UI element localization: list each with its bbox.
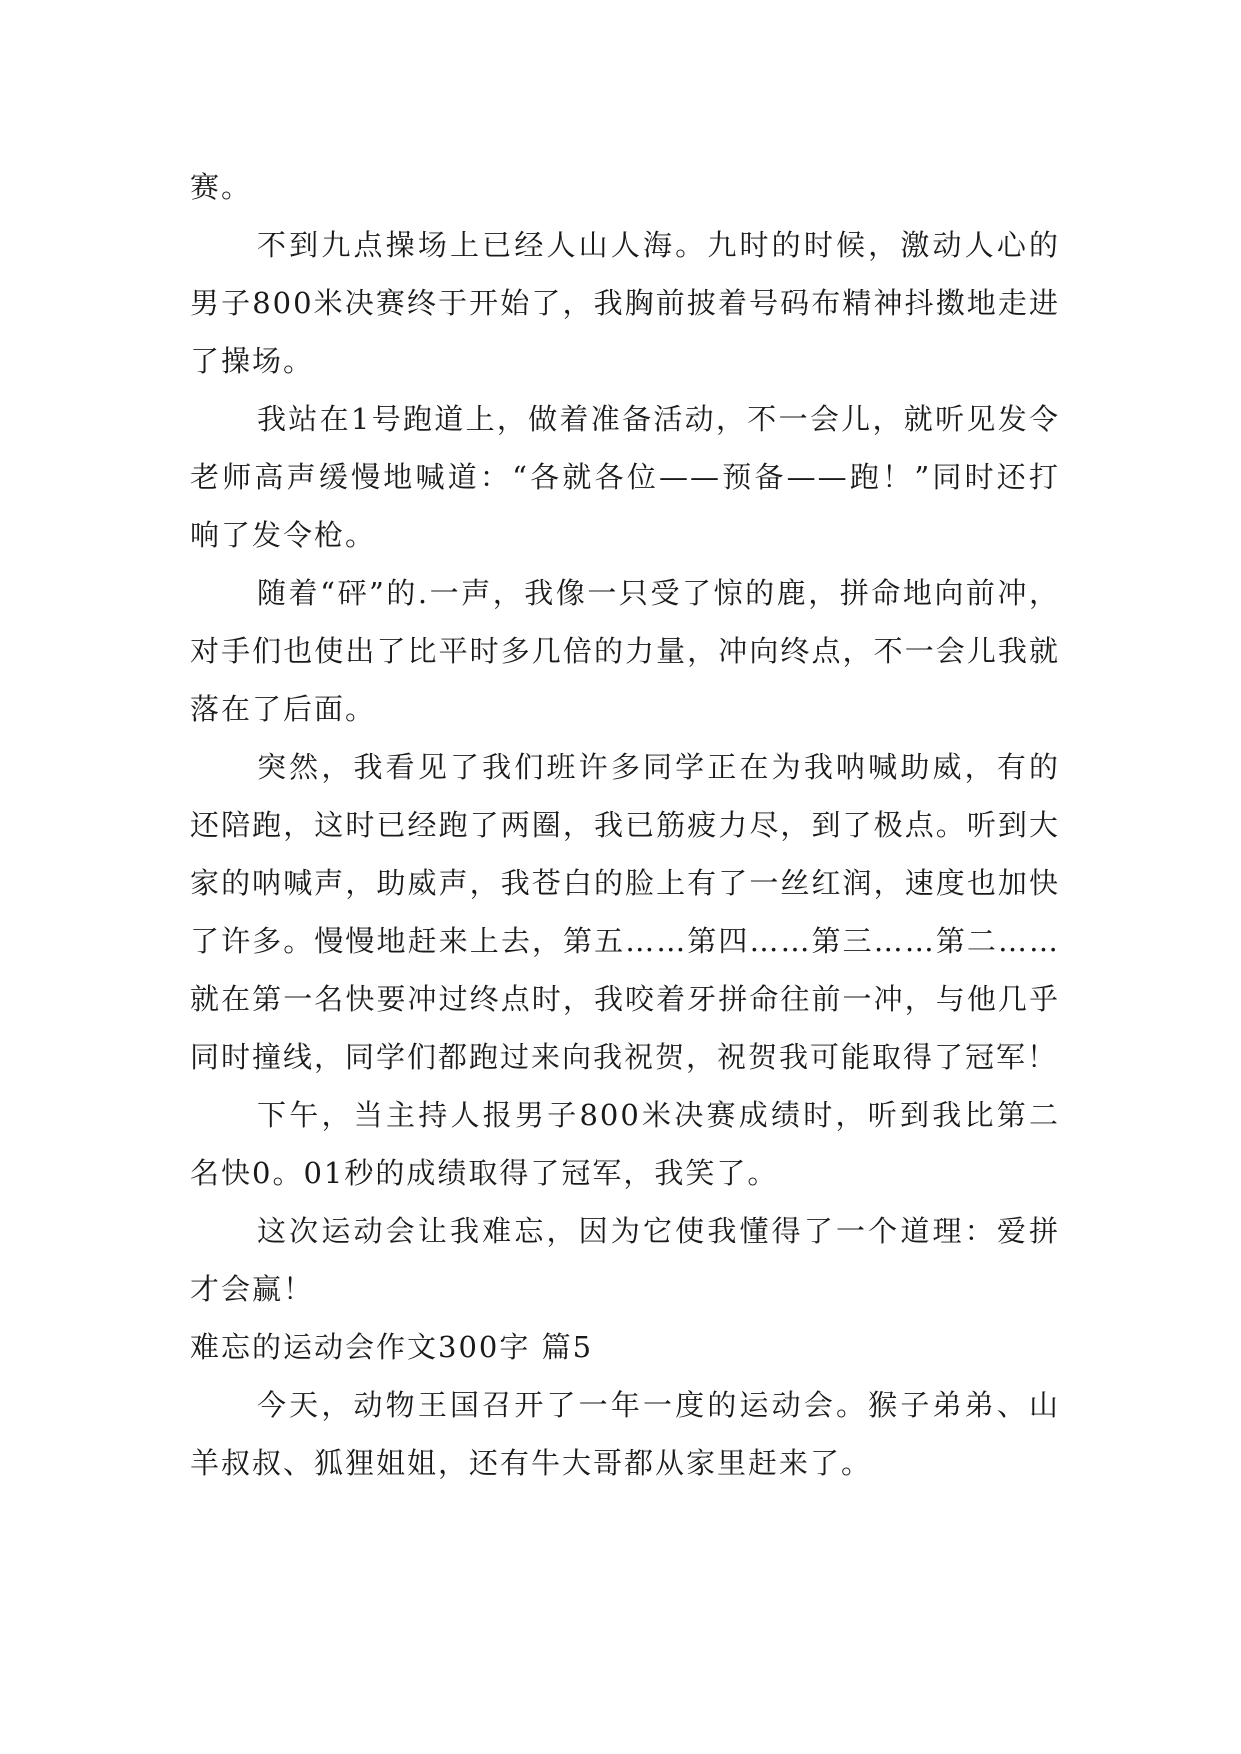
paragraph-7: 这次运动会让我难忘，因为它使我懂得了一个道理：爱拼才会赢！ [190,1214,1060,1306]
paragraph-6: 下午，当主持人报男子800米决赛成绩时，听到我比第二名快0。01秒的成绩取得了冠军，我笑了。 [190,1098,1060,1190]
paragraph-5: 突然，我看见了我们班许多同学正在为我呐喊助威，有的还陪跑，这时已经跑了两圈，我已筋疲力尽，到了极点。听到大家的呐喊声，助威声，我苍白的脸上有了一丝红润，速度也加快了许多。慢慢地赶来上去，第五……第四……第三……第二……就在第一名快要冲过终点时，我咬着牙拼命往前一冲，与他几乎同时撞线，同学们都跑过来向我祝贺，祝贺我可能取得了冠军！ [190,750,1060,1074]
paragraph-3: 我站在1号跑道上，做着准备活动，不一会儿，就听见发令老师高声缓慢地喊道：“各就各位——预备——跑！”同时还打响了发令枪。 [190,402,1060,552]
section-heading: 难忘的运动会作文300字 篇5 [190,1330,594,1364]
paragraph-8: 今天，动物王国召开了一年一度的运动会。猴子弟弟、山羊叔叔、狐狸姐姐，还有牛大哥都从家里赶来了。 [190,1388,1060,1480]
document-body [190,158,1060,1492]
paragraph-1: 赛。 [190,170,253,204]
paragraph-2: 不到九点操场上已经人山人海。九时的时候，激动人心的男子800米决赛终于开始了，我胸前披着号码布精神抖擞地走进了操场。 [190,228,1060,378]
paragraph-4: 随着“砰”的.一声，我像一只受了惊的鹿，拼命地向前冲，对手们也使出了比平时多几倍的力量，冲向终点，不一会儿我就落在了后面。 [190,576,1060,726]
